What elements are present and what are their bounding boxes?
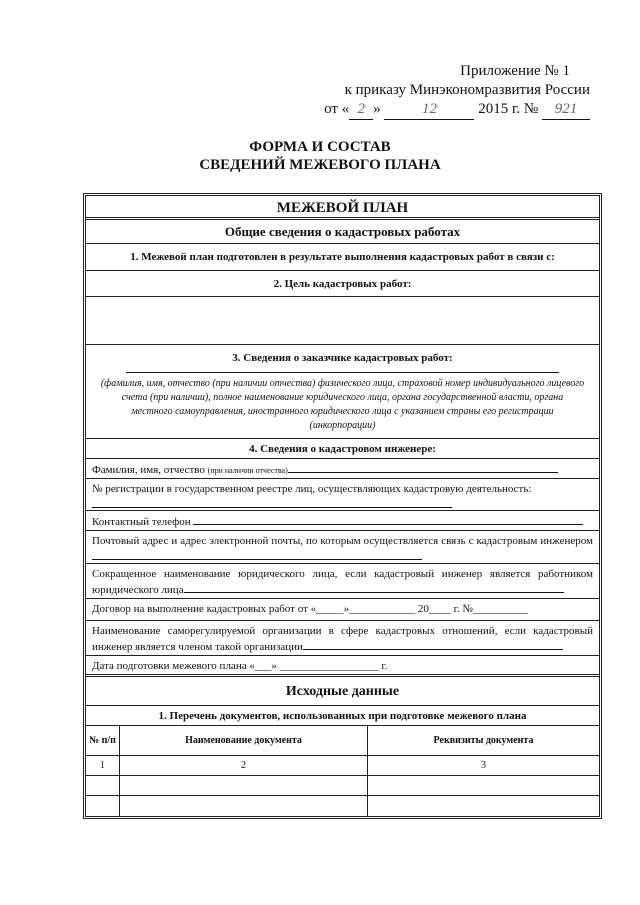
plan-date: Дата подготовки межевого плана «___» __________________ г. <box>86 656 599 677</box>
customer-field[interactable] <box>126 372 559 373</box>
engineer-organization: Сокращенное наименование юридического лица, если кадастровый инженер является работником юридического лица <box>86 564 599 599</box>
section-2-field[interactable] <box>86 297 599 345</box>
section-3: 3. Сведения о заказчике кадастровых работ: (фамилия, имя, отчество (при наличии отчества) физического лица, страховой номер индивидуального лицевого счета (при наличии), полное наименование юридического лица, органа государственной власти, органа местного самоуправления, иностранного юридического лица с указанием страны его регистрации (инкорпорации) <box>86 345 599 439</box>
section-4: 4. Сведения о кадастровом инженере: <box>86 439 599 459</box>
engineer-name: Фамилия, имя, отчество (при наличии отчества) <box>86 459 599 479</box>
order-date: от « 2 » 12 2015 г. № 921 <box>300 100 590 120</box>
document-title: ФОРМА И СОСТАВ СВЕДЕНИЙ МЕЖЕВОГО ПЛАНА <box>199 139 441 173</box>
appendix-header <box>300 62 590 120</box>
section-1: 1. Межевой план подготовлен в результате выполнения кадастровых работ в связи с: <box>86 244 599 271</box>
documents-list-title: 1. Перечень документов, использованных при подготовке межевого плана <box>86 706 599 726</box>
general-section-title: Общие сведения о кадастровых работах <box>86 220 599 244</box>
table-row[interactable] <box>86 796 599 816</box>
order-reference: к приказу Минэкономразвития России <box>344 82 590 98</box>
contract: Договор на выполнение кадастровых работ от «_____»____________ 20____ г. №__________ <box>86 599 599 621</box>
table-row: 1 2 3 <box>86 756 599 776</box>
engineer-registration: № регистрации в государственном реестре лиц, осуществляющих кадастровую деятельность: <box>86 479 599 511</box>
sro-name: Наименование саморегулируемой организации в сфере кадастровых отношений, если кадастровый инженер является членом такой организации <box>86 621 599 656</box>
table-row[interactable] <box>86 776 599 796</box>
appendix-number: Приложение № 1 <box>460 63 570 79</box>
section-2: 2. Цель кадастровых работ: <box>86 271 599 297</box>
documents-table-header: № п/п Наименование документа Реквизиты документа <box>86 726 599 756</box>
form-title: МЕЖЕВОЙ ПЛАН <box>86 196 599 220</box>
source-data-title: Исходные данные <box>86 677 599 706</box>
engineer-phone: Контактный телефон <box>86 511 599 531</box>
engineer-address: Почтовый адрес и адрес электронной почты, по которым осуществляется связь с кадастровым инженером <box>86 531 599 564</box>
boundary-plan-form <box>83 193 602 819</box>
